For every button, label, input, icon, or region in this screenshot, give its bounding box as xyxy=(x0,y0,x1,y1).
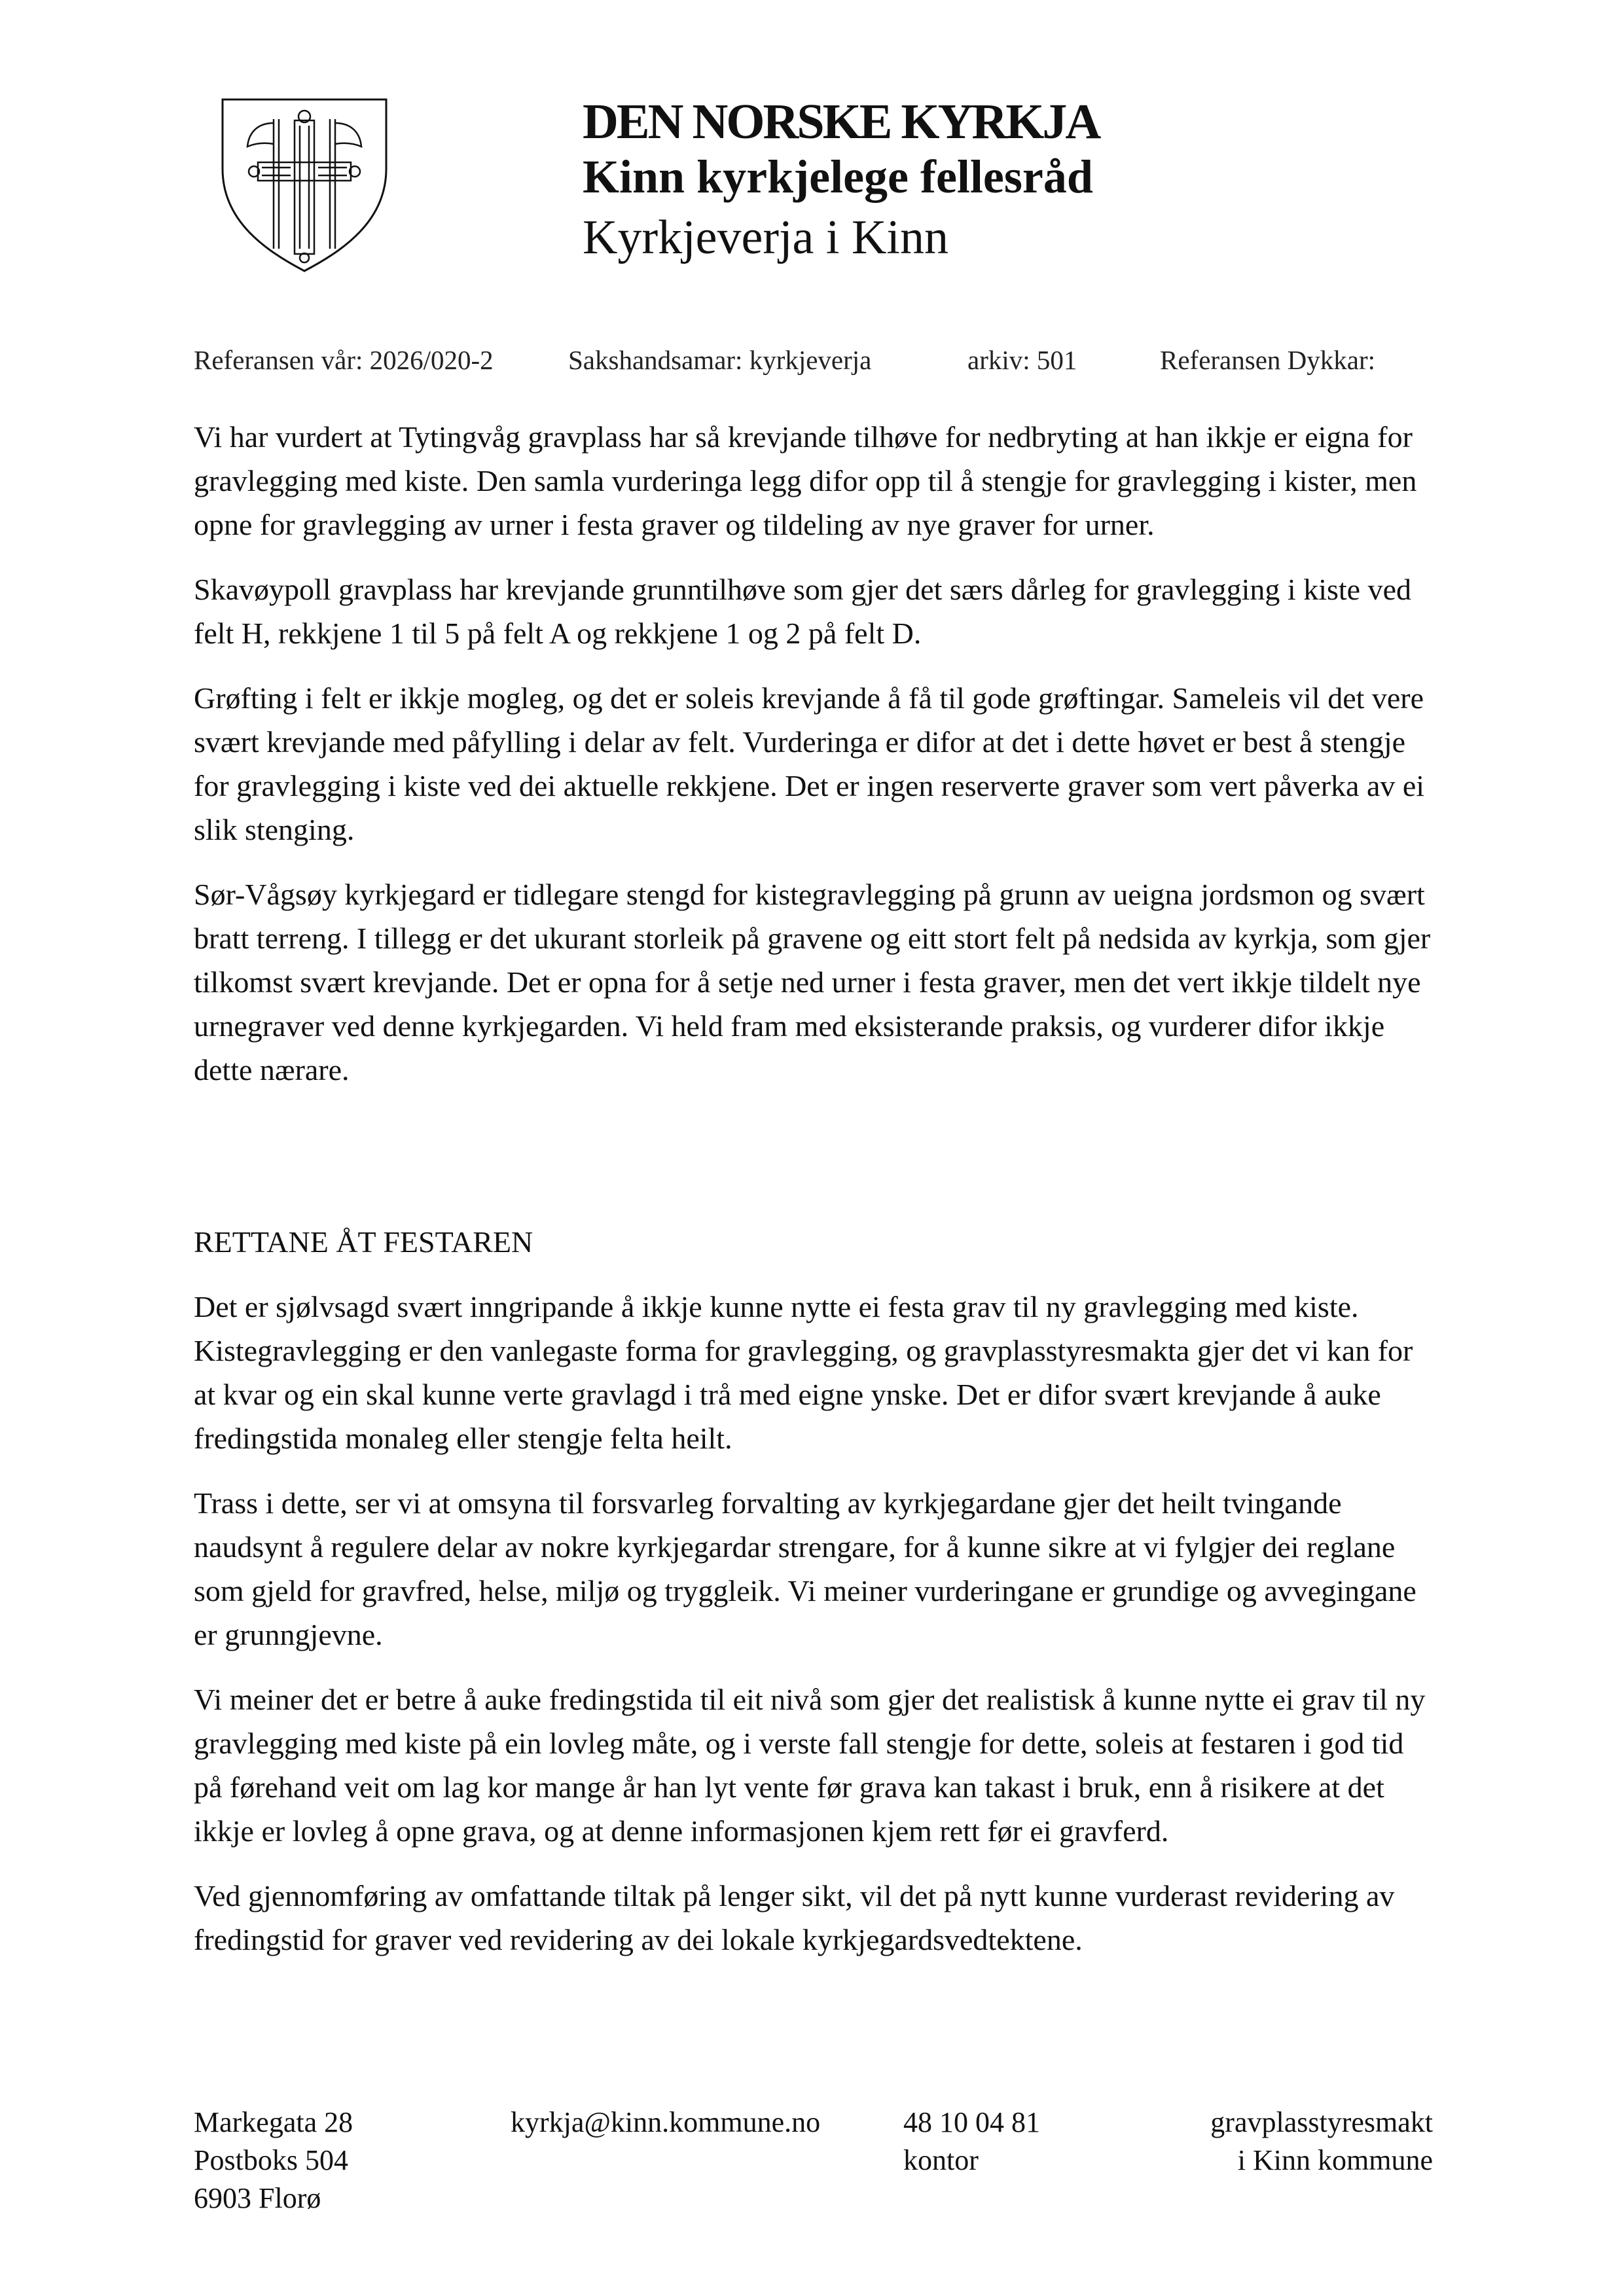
reference-line xyxy=(0,344,1624,377)
our-reference: Referansen vår: 2026/020-2 xyxy=(194,345,494,375)
paragraph-rights-4: Ved gjennomføring av omfattande tiltak på lenger sikt, vil det på nytt kunne vurderast revidering av fredingstid for graver ved revidering av dei lokale kyrkjegardsvedtektene. xyxy=(194,1879,1395,1956)
paragraph-skavoypoll: Skavøypoll gravplass har krevjande grunntilhøve som gjer det særs dårleg for gravlegging i kiste ved felt H, rekkjene 1 til 5 på felt A og rekkjene 1 og 2 på felt D. xyxy=(194,573,1412,650)
paragraph-grofting: Grøfting i felt er ikkje mogleg, og det er soleis krevjande å få til gode grøftingar. Sameleis vil det vere svært krevjande med påfylling i delar av felt. Vurderinga er difor at det i dette høvet er best å stengje for gravlegging i kiste ved dei aktuelle rekkjene. Det er ingen reserverte graver som vert påverka av ei slik stenging. xyxy=(194,681,1425,846)
footer-phone xyxy=(903,2104,1040,2179)
paragraph-tytingvag: Vi har vurdert at Tytingvåg gravplass har så krevjande tilhøve for nedbryting at han ikkje er eigna for gravlegging med kiste. Den samla vurderinga legg difor opp til å stengje for gravlegging i kister, men opne for gravlegging av urner i festa graver og tildeling av nye graver for urner. xyxy=(194,420,1417,541)
your-reference: Referansen Dykkar: xyxy=(1160,345,1376,375)
street-address: Markegata 28 xyxy=(194,2106,353,2138)
church-coat-of-arms-icon xyxy=(219,97,390,274)
phone-number: 48 10 04 81 xyxy=(903,2106,1040,2138)
paragraph-sor-vagsoy: Sør-Vågsøy kyrkjegard er tidlegare stengd for kistegravlegging på grunn av ueigna jordsmon og svært bratt terreng. I tillegg er det ukurant storleik på gravene og eitt stort felt på nedsida av kyrkja, som gjer tilkomst svært krevjande. Det er opna for å setje ned urner i festa graver, men det vert ikkje tildelt nye urnegraver ved denne kyrkjegarden. Vi held fram med eksisterande praksis, og vurderer difor ikkje dette nærare. xyxy=(194,878,1431,1086)
phone-label: kontor xyxy=(903,2144,979,2176)
authority-line2: i Kinn kommune xyxy=(1237,2144,1433,2176)
paragraph-rights-2: Trass i dette, ser vi at omsyna til forsvarleg forvalting av kyrkjegardane gjer det heilt tvingande naudsynt å regulere delar av nokre kyrkjegardar strengare, for å kunne sikre at vi fylgjer dei reglane som gjeld for gravfred, helse, miljø og tryggleik. Vi meiner vurderingane er grundige og avvegingane er grunngjevne. xyxy=(194,1486,1416,1651)
case-handler: Sakshandsamar: kyrkjeverja xyxy=(568,345,872,375)
section-heading: RETTANE ÅT FESTAREN xyxy=(194,1225,533,1259)
email-link[interactable]: kyrkja@kinn.kommune.no xyxy=(511,2106,821,2138)
office-name: Kyrkjeverja i Kinn xyxy=(583,211,948,264)
postal-code-city: 6903 Florø xyxy=(194,2182,321,2214)
postbox: Postboks 504 xyxy=(194,2144,348,2176)
organization-header xyxy=(583,94,1100,272)
paragraph-rights-3: Vi meiner det er betre å auke fredingstida til eit nivå som gjer det realistisk å kunne nytte ei grav til ny gravlegging med kiste på ein lovleg måte, og i verste fall stengje for dette, soleis at festaren i god tid på førehand veit om lag kor mange år han lyt vente før grava kan takast i bruk, enn å risikere at det ikkje er lovleg å opne grava, og at denne informasjonen kjem rett før ei gravferd. xyxy=(194,1683,1426,1848)
paragraph-rights-1: Det er sjølvsagd svært inngripande å ikkje kunne nytte ei festa grav til ny gravlegging med kiste. Kistegravlegging er den vanlegaste forma for gravlegging, og gravplasstyresmakta gjer det vi kan for at kvar og ein skal kunne verte gravlagd i trå med eigne ynske. Det er difor svært krevjande å auke fredingstida monaleg eller stengje felta heilt. xyxy=(194,1290,1413,1455)
council-name: Kinn kyrkjelege fellesråd xyxy=(583,151,1093,203)
footer-email xyxy=(511,2104,820,2142)
org-name: DEN NORSKE KYRKJA xyxy=(583,94,1100,149)
letter-body xyxy=(194,415,1437,1982)
footer-address xyxy=(194,2104,353,2217)
footer-authority xyxy=(1210,2104,1433,2179)
authority-line1: gravplasstyresmakt xyxy=(1210,2106,1433,2138)
archive-number: arkiv: 501 xyxy=(967,345,1077,375)
